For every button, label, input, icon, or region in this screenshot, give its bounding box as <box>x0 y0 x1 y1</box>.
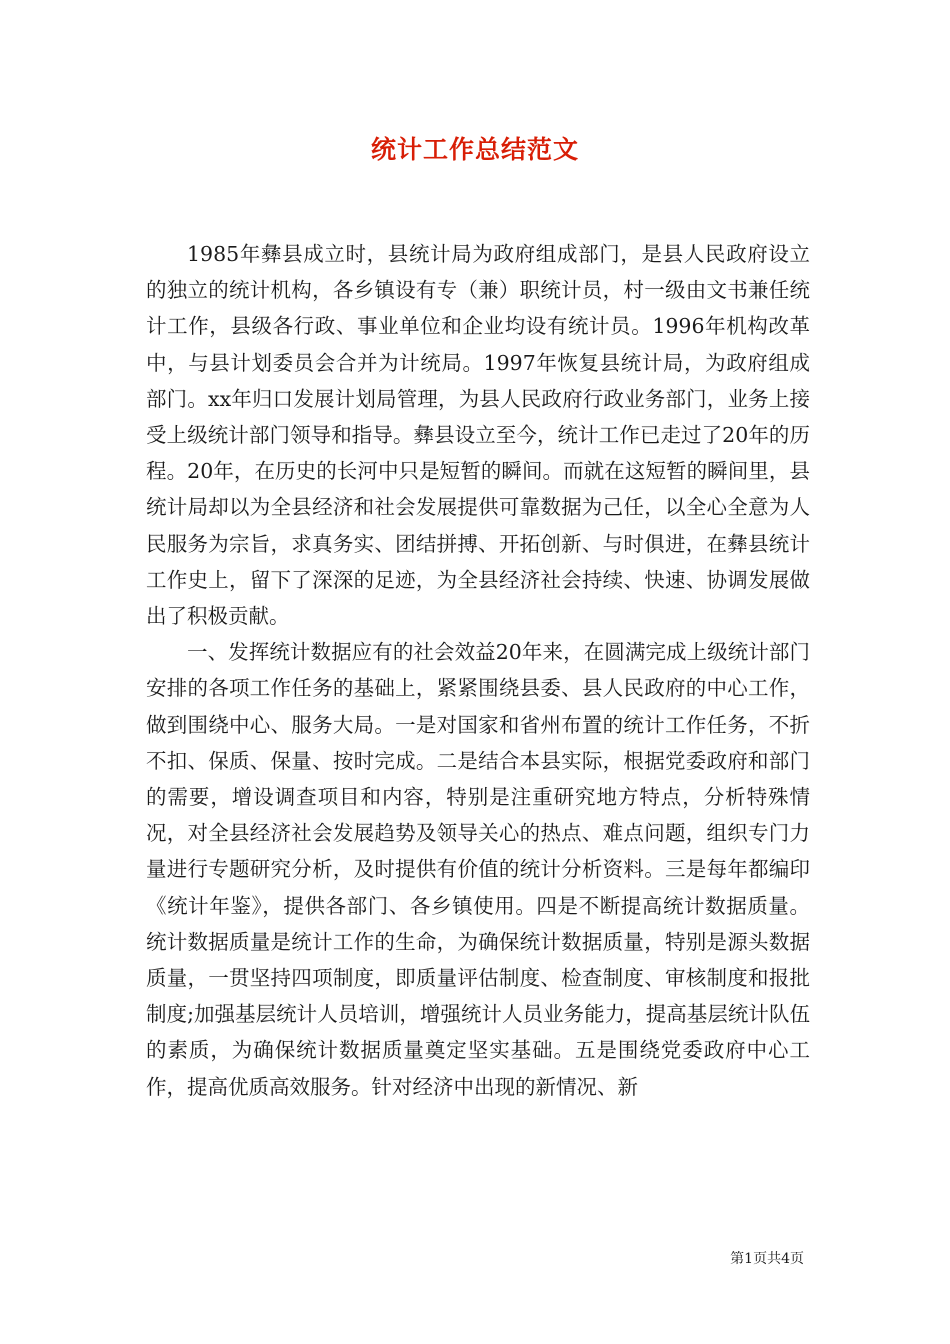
document-body <box>146 236 810 1105</box>
paragraph-1: 1985年彝县成立时，县统计局为政府组成部门，是县人民政府设立的独立的统计机构，各乡镇设有专（兼）职统计员，村一级由文书兼任统计工作，县级各行政、事业单位和企业均设有统计员。1996年机构改革中，与县计划委员会合并为计统局。1997年恢复县统计局，为政府组成部门。xx年归口发展计划局管理，为县人民政府行政业务部门，业务上接受上级统计部门领导和指导。彝县设立至今，统计工作已走过了20年的历程。20年，在历史的长河中只是短暂的瞬间。而就在这短暂的瞬间里，县统计局却以为全县经济和社会发展提供可靠数据为己任，以全心全意为人民服务为宗旨，求真务实、团结拼搏、开拓创新、与时俱进，在彝县统计工作史上，留下了深深的足迹，为全县经济社会持续、快速、协调发展做出了积极贡献。 <box>146 242 810 629</box>
document-title: 统计工作总结范文 <box>370 135 579 164</box>
page-number: 第1页共4页 <box>730 1251 804 1267</box>
paragraph-2: 一、发挥统计数据应有的社会效益20年来，在圆满完成上级统计部门安排的各项工作任务的基础上，紧紧围绕县委、县人民政府的中心工作，做到围绕中心、服务大局。一是对国家和省州布置的统计工作任务，不折不扣、保质、保量、按时完成。二是结合本县实际，根据党委政府和部门的需要，增设调查项目和内容，特别是注重研究地方特点，分析特殊情况，对全县经济社会发展趋势及领导关心的热点、难点问题，组织专门力量进行专题研究分析，及时提供有价值的统计分析资料。三是每年都编印《统计年鉴》，提供各部门、各乡镇使用。四是不断提高统计数据质量。统计数据质量是统计工作的生命，为确保统计数据质量，特别是源头数据质量，一贯坚持四项制度，即质量评估制度、检查制度、审核制度和报批制度;加强基层统计人员培训，增强统计人员业务能力，提高基层统计队伍的素质，为确保统计数据质量奠定坚实基础。五是围绕党委政府中心工作，提高优质高效服务。针对经济中出现的新情况、新 <box>146 640 810 1099</box>
